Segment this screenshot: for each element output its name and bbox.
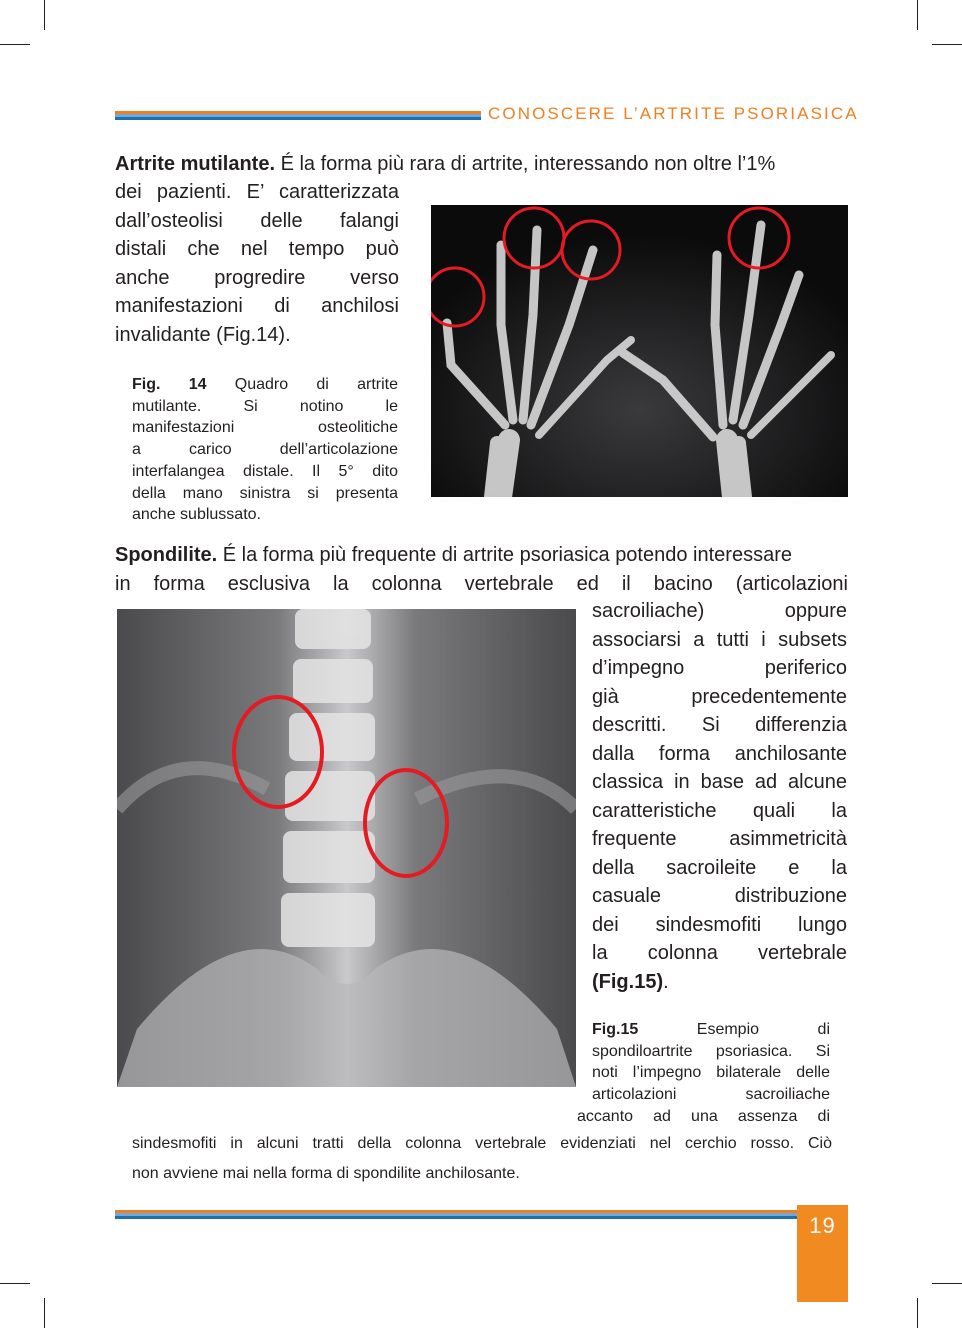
section2-intro: [115, 541, 848, 598]
caption-line: Fig. 14 Quadro di artrite: [132, 376, 398, 393]
fig14-label: Fig. 14: [132, 376, 207, 393]
caption-line: non avviene mai nella forma di spondilite anchilosante.: [132, 1165, 520, 1182]
crop-mark: [0, 44, 30, 45]
fig14-hands-xray-image: [431, 205, 848, 497]
footer-stripe: [115, 1210, 801, 1219]
fig15-spine-xray-image: [117, 609, 576, 1087]
body-line: anche progredire verso: [115, 266, 399, 289]
caption-line: mutilante. Si notino le: [132, 397, 398, 415]
caption-line: spondiloartrite psoriasica. Si: [592, 1042, 830, 1060]
fig15-reference: (Fig.15): [592, 970, 664, 993]
body-line: dall’osteolisi delle falangi: [115, 209, 399, 232]
body-line: classica in base ad alcune: [592, 771, 847, 793]
fig15-caption-continued: [132, 1129, 832, 1189]
caption-line: accanto ad una assenza di: [577, 1107, 830, 1125]
caption-line: anche sublussato.: [132, 506, 261, 524]
section1-intro-text: É la forma più rara di artrite, interessando non oltre l’1%: [275, 153, 776, 175]
body-line: dalla forma anchilosante: [592, 742, 847, 765]
body-line: distali che nel tempo può: [115, 238, 399, 260]
body-line: Spondilite. É la forma più frequente di artrite psoriasica potendo interessare: [115, 544, 792, 566]
caption-line: articolazioni sacroiliache: [592, 1086, 830, 1104]
caption-line: manifestazioni osteolitiche: [132, 419, 398, 437]
crop-mark: [917, 0, 918, 30]
section2-heading: Spondilite.: [115, 544, 218, 566]
body-line: sacroiliache) oppure: [592, 600, 847, 622]
caption-line: noti l’impegno bilaterale delle: [592, 1064, 830, 1082]
crop-mark: [44, 0, 45, 30]
fig15-caption: [577, 1019, 830, 1128]
body-line: frequente asimmetricità: [592, 828, 847, 850]
caption-line: interfalangea distale. Il 5° dito: [132, 462, 398, 480]
body-line: la colonna vertebrale: [592, 942, 847, 964]
crop-mark: [917, 1298, 918, 1328]
crop-mark: [932, 1283, 962, 1284]
crop-mark: [932, 44, 962, 45]
page-number-tab: [797, 1205, 848, 1302]
body-line: della sacroileite e la: [592, 856, 847, 879]
body-line: invalidante (Fig.14).: [115, 323, 291, 346]
body-line: dei pazienti. E’ caratterizzata: [115, 181, 399, 203]
page-number: 19: [809, 1213, 836, 1238]
body-line: casuale distribuzione: [592, 885, 847, 907]
header-stripe: [115, 111, 481, 120]
crop-mark: [44, 1298, 45, 1328]
section1-body: [115, 178, 399, 349]
caption-line: della mano sinistra si presenta: [132, 484, 398, 502]
body-line: dei sindesmofiti lungo: [592, 913, 847, 936]
section1-heading: Artrite mutilante.: [115, 153, 276, 175]
body-line: in forma esclusiva la colonna vertebrale ed il bacino (articolazioni: [115, 572, 848, 595]
caption-line: a carico dell’articolazione: [132, 441, 398, 459]
body-line: associarsi a tutti i subsets: [592, 628, 847, 651]
fig14-caption: [132, 374, 398, 526]
body-line: caratteristiche quali la: [592, 799, 847, 822]
section1-intro: [115, 150, 848, 179]
running-header: CONOSCERE L’ARTRITE PSORIASICA: [488, 104, 859, 123]
body-line: manifestazioni di anchilosi: [115, 295, 399, 317]
section2-column: [592, 597, 847, 996]
fig15-label: Fig.15: [592, 1021, 639, 1038]
body-line: già precedentemente: [592, 685, 847, 708]
body-line: (Fig.15).: [592, 970, 669, 993]
crop-mark: [0, 1283, 30, 1284]
body-line: d’impegno periferico: [592, 657, 847, 679]
caption-line: sindesmofiti in alcuni tratti della colonna vertebrale evidenziati nel cerchio rosso. Ciò: [132, 1135, 832, 1152]
body-line: descritti. Si differenzia: [592, 714, 847, 736]
caption-line: Fig.15 Esempio di: [592, 1021, 830, 1038]
